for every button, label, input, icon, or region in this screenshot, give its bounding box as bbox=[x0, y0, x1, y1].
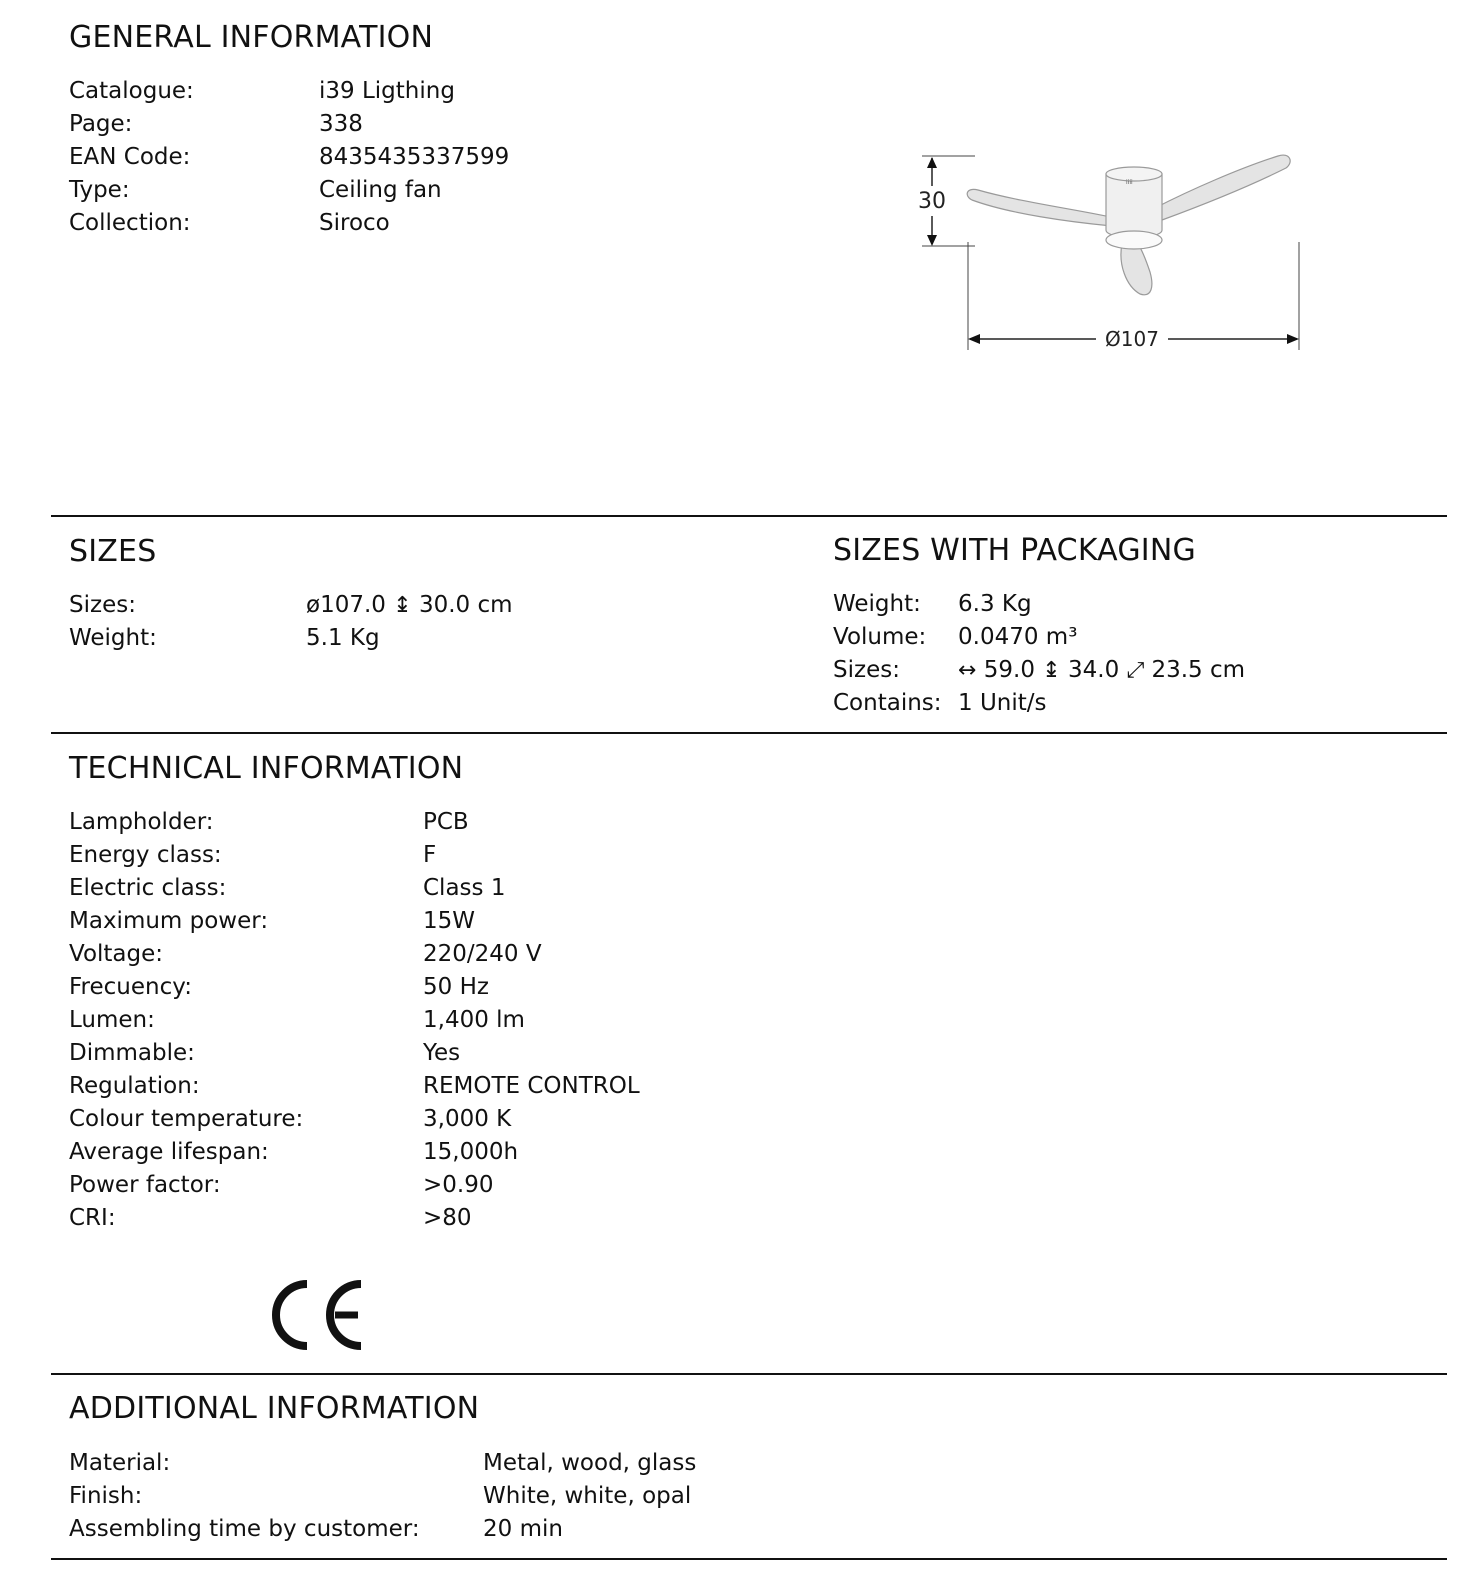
ce-mark-icon bbox=[268, 1276, 368, 1354]
arrow-left-icon bbox=[968, 334, 980, 344]
row-label: Maximum power: bbox=[69, 908, 269, 934]
technical-title: TECHNICAL INFORMATION bbox=[69, 751, 464, 786]
row-value: 1,400 lm bbox=[423, 1007, 525, 1033]
row-label: Catalogue: bbox=[69, 78, 194, 104]
row-value: PCB bbox=[423, 809, 469, 835]
row-value: 8435435337599 bbox=[319, 144, 510, 170]
row-value: Metal, wood, glass bbox=[483, 1450, 697, 1476]
row-label: Dimmable: bbox=[69, 1040, 195, 1066]
depth-arrow-icon: ⤢ bbox=[1126, 658, 1145, 683]
height-value: 34.0 bbox=[1068, 657, 1120, 683]
row-label: EAN Code: bbox=[69, 144, 191, 170]
height-value: 30.0 cm bbox=[418, 592, 513, 618]
width-value: 59.0 bbox=[983, 657, 1035, 683]
row-label: Energy class: bbox=[69, 842, 222, 868]
height-arrow-icon: ↨ bbox=[1042, 658, 1061, 683]
general-table bbox=[69, 78, 669, 248]
row-label: Average lifespan: bbox=[69, 1139, 269, 1165]
row-value: Class 1 bbox=[423, 875, 506, 901]
section-divider bbox=[51, 515, 1447, 517]
row-label: Lumen: bbox=[69, 1007, 155, 1033]
row-value: 6.3 Kg bbox=[958, 591, 1032, 617]
general-title: GENERAL INFORMATION bbox=[69, 20, 434, 55]
section-divider bbox=[51, 1373, 1447, 1375]
additional-table bbox=[69, 1450, 869, 1550]
row-value: 0.0470 m³ bbox=[958, 624, 1078, 650]
row-value bbox=[306, 592, 513, 618]
row-value bbox=[958, 657, 1245, 683]
fan-blade bbox=[1155, 155, 1290, 220]
row-label: Sizes: bbox=[833, 657, 900, 683]
brand-logo: iiii bbox=[1126, 179, 1133, 186]
row-label: Regulation: bbox=[69, 1073, 200, 1099]
row-label: Assembling time by customer: bbox=[69, 1516, 420, 1542]
row-value: >0.90 bbox=[423, 1172, 494, 1198]
row-label: Voltage: bbox=[69, 941, 164, 967]
row-label: Weight: bbox=[833, 591, 921, 617]
sizes-table bbox=[69, 592, 769, 662]
row-value: Ceiling fan bbox=[319, 177, 442, 203]
row-value: 1 Unit/s bbox=[958, 690, 1047, 716]
technical-table bbox=[69, 809, 869, 1239]
row-value: F bbox=[423, 842, 437, 868]
row-value: i39 Ligthing bbox=[319, 78, 455, 104]
row-label: Power factor: bbox=[69, 1172, 221, 1198]
fan-blade bbox=[967, 189, 1115, 226]
additional-title: ADDITIONAL INFORMATION bbox=[69, 1391, 480, 1426]
fan-blade bbox=[1121, 244, 1152, 295]
row-label: CRI: bbox=[69, 1205, 116, 1231]
row-label: Material: bbox=[69, 1450, 171, 1476]
row-value: White, white, opal bbox=[483, 1483, 692, 1509]
row-value: 15,000h bbox=[423, 1139, 519, 1165]
sizes-title: SIZES bbox=[69, 534, 157, 569]
row-value: 20 min bbox=[483, 1516, 563, 1542]
row-label: Electric class: bbox=[69, 875, 227, 901]
product-dimension-diagram bbox=[900, 140, 1320, 370]
diameter-dimension-label: Ø107 bbox=[1105, 327, 1159, 351]
light-diffuser bbox=[1106, 231, 1162, 249]
row-value: 5.1 Kg bbox=[306, 625, 380, 651]
row-label: Volume: bbox=[833, 624, 927, 650]
row-value: Siroco bbox=[319, 210, 390, 236]
row-label: Lampholder: bbox=[69, 809, 214, 835]
section-divider bbox=[51, 1558, 1447, 1560]
fan-motor-body bbox=[1106, 174, 1162, 238]
row-value: Yes bbox=[423, 1040, 461, 1066]
row-label: Type: bbox=[69, 177, 130, 203]
arrow-down-icon bbox=[927, 235, 937, 246]
section-divider bbox=[51, 732, 1447, 734]
row-value: >80 bbox=[423, 1205, 472, 1231]
height-arrow-icon: ↨ bbox=[393, 593, 412, 618]
row-label: Weight: bbox=[69, 625, 157, 651]
row-value: 220/240 V bbox=[423, 941, 542, 967]
width-arrow-icon: ↔ bbox=[958, 658, 977, 683]
row-label: Page: bbox=[69, 111, 133, 137]
row-label: Finish: bbox=[69, 1483, 143, 1509]
packaging-table bbox=[833, 591, 1433, 731]
row-label: Contains: bbox=[833, 690, 942, 716]
depth-value: 23.5 cm bbox=[1151, 657, 1246, 683]
row-value: 338 bbox=[319, 111, 363, 137]
row-value: 50 Hz bbox=[423, 974, 489, 1000]
row-label: Sizes: bbox=[69, 592, 136, 618]
arrow-up-icon bbox=[927, 157, 937, 168]
packaging-title: SIZES WITH PACKAGING bbox=[833, 533, 1196, 568]
row-value: 3,000 K bbox=[423, 1106, 512, 1132]
row-label: Frecuency: bbox=[69, 974, 192, 1000]
row-label: Colour temperature: bbox=[69, 1106, 304, 1132]
row-value: REMOTE CONTROL bbox=[423, 1073, 640, 1099]
row-value: 15W bbox=[423, 908, 476, 934]
row-label: Collection: bbox=[69, 210, 191, 236]
height-dimension-label: 30 bbox=[918, 189, 946, 214]
arrow-right-icon bbox=[1287, 334, 1299, 344]
fan-motor-top bbox=[1106, 167, 1162, 181]
diameter-value: ø107.0 bbox=[306, 592, 386, 618]
